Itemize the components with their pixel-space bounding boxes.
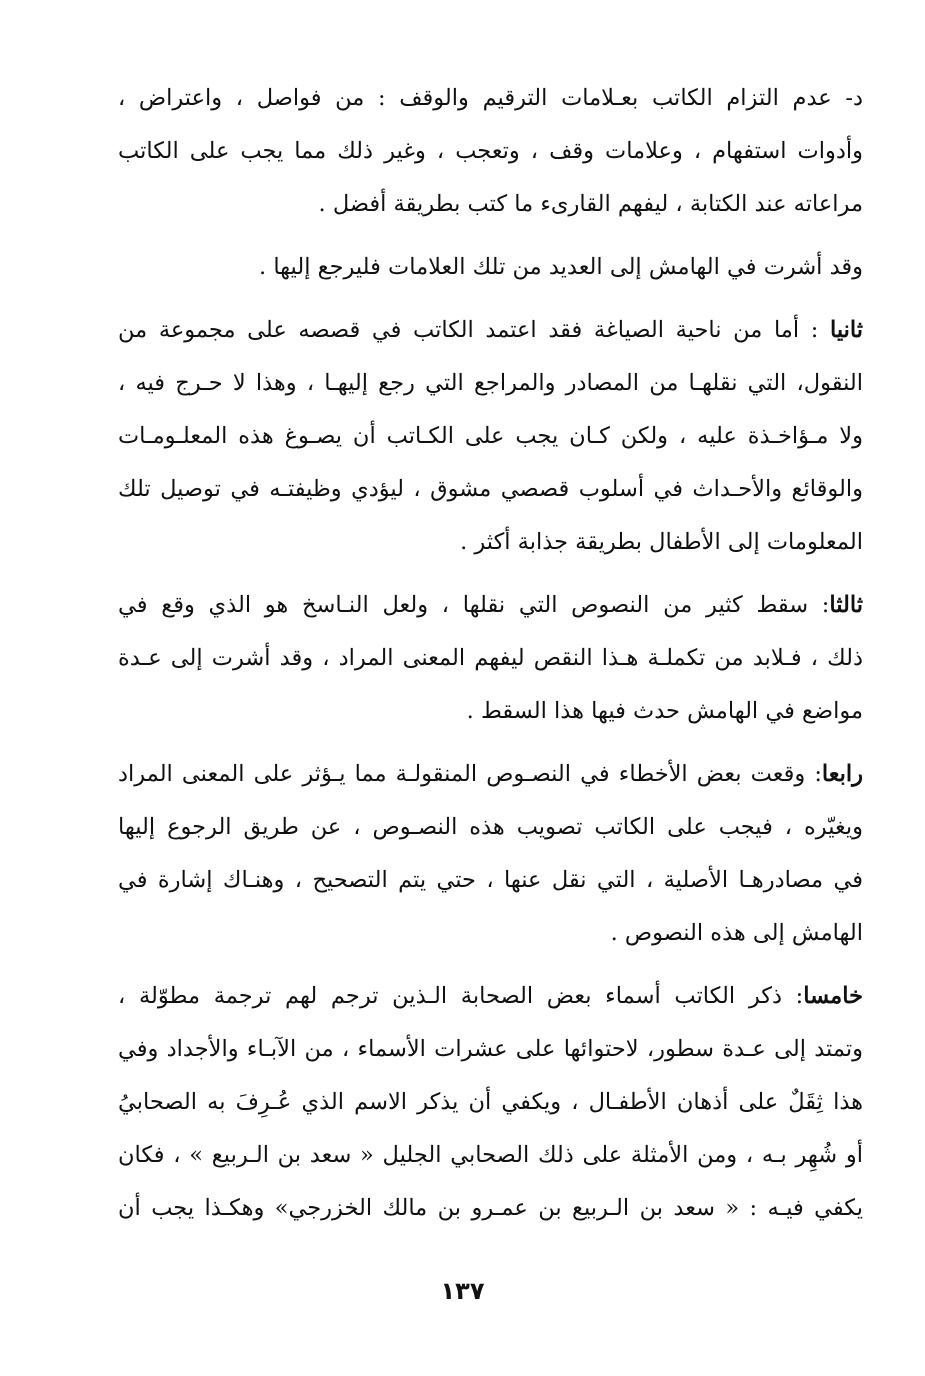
paragraph-d-punctuation — [118, 72, 863, 231]
text-line-rest: : ذكر الكاتب أسماء بعض الصحابة الـذين ترجم لهم ترجمة مطوّلة ، — [118, 983, 804, 1009]
page-number: ١٣٧ — [440, 1277, 485, 1305]
paragraph-lead-label: خامسا — [803, 983, 863, 1009]
paragraph-fourth — [118, 748, 863, 960]
text-line: في مصادرهـا الأصلية ، التي نقل عنها ، حتي يتم التصحيح ، وهنـاك إشارة في — [118, 867, 863, 893]
text-line-rest: : سقط كثير من النصوص التي نقلها ، ولعل النـاسخ هو الذي وقع في — [118, 592, 830, 618]
text-line: مواضع في الهامش حدث فيها هذا السقط . — [466, 698, 863, 724]
text-line: د- عدم التزام الكاتب بعـلامات الترقيم والوقف : من فواصل ، واعتراض ، — [118, 85, 863, 111]
paragraph-second — [118, 304, 863, 569]
paragraph-lead-label: ثانيا — [829, 317, 863, 343]
text-line: هذا ثِقَلٌ على أذهان الأطفـال ، ويكفي أن يذكر الاسم الذي عُـرِفَ به الصحابيُ — [118, 1089, 863, 1115]
text-line — [118, 304, 863, 357]
text-line: ذلك ، فـلابد من تكملـة هـذا النقص ليفهم المعنى المراد ، وقد أشرت إلى عـدة — [118, 645, 863, 671]
paragraph-third — [118, 579, 863, 738]
text-line: وأدوات استفهام ، وعلامات وقف ، وتعجب ، وغير ذلك مما يجب على الكاتب — [118, 138, 863, 164]
text-line-rest: : وقعت بعض الأخطاء في النصـوص المنقولـة مما يـؤثر على المعنى المراد — [118, 761, 822, 787]
text-line: الهامش إلى هذه النصوص . — [610, 920, 863, 946]
text-line: مراعاته عند الكتابة ، ليفهم القارىء ما كتب بطريقة أفضل . — [318, 191, 863, 217]
text-line: يكفي فيـه : « سعد بن الـربيع بن عمـرو بن مالك الخزرجي» وهكـذا يجب أن — [118, 1195, 863, 1221]
text-line: وقد أشرت في الهامش إلى العديد من تلك العلامات فليرجع إليها . — [259, 254, 863, 280]
text-line: المعلومات إلى الأطفال بطريقة جذابة أكثر . — [460, 529, 863, 555]
text-line: والوقائع والأحـداث في أسلوب قصصي مشوق ، ليؤدي وظيفتـه في توصيل تلك — [118, 476, 863, 502]
paragraph-fifth — [118, 970, 863, 1235]
paragraph-margin-note — [118, 241, 863, 294]
paragraph-lead-label: رابعا — [821, 761, 863, 787]
page-body — [118, 72, 863, 1302]
text-line: ويغيّره ، فيجب على الكاتب تصويب هذه النصـوص ، عن طريق الرجوع إليها — [118, 814, 863, 840]
text-line: وتمتد إلى عـدة سطور، لاحتوائها على عشرات الأسماء ، من الآبـاء والأجداد وفي — [118, 1036, 863, 1062]
text-line — [118, 579, 863, 632]
text-line — [118, 970, 863, 1023]
text-line: أو شُهِر بـه ، ومن الأمثلة على ذلك الصحابي الجليل « سعد بن الـربيع » ، فكان — [118, 1142, 863, 1168]
text-line: ولا مـؤاخـذة عليه ، ولكن كـان يجب على الكـاتب أن يصـوغ هذه المعلـومـات — [118, 423, 863, 449]
paragraph-lead-label: ثالثا — [829, 592, 863, 618]
text-line: النقول، التي نقلهـا من المصادر والمراجع التي رجع إليهـا ، وهذا لا حـرج فيه ، — [118, 370, 863, 396]
text-line — [118, 748, 863, 801]
text-line-rest: : أما من ناحية الصياغة فقد اعتمد الكاتب في قصصه على مجموعة من — [118, 317, 830, 343]
